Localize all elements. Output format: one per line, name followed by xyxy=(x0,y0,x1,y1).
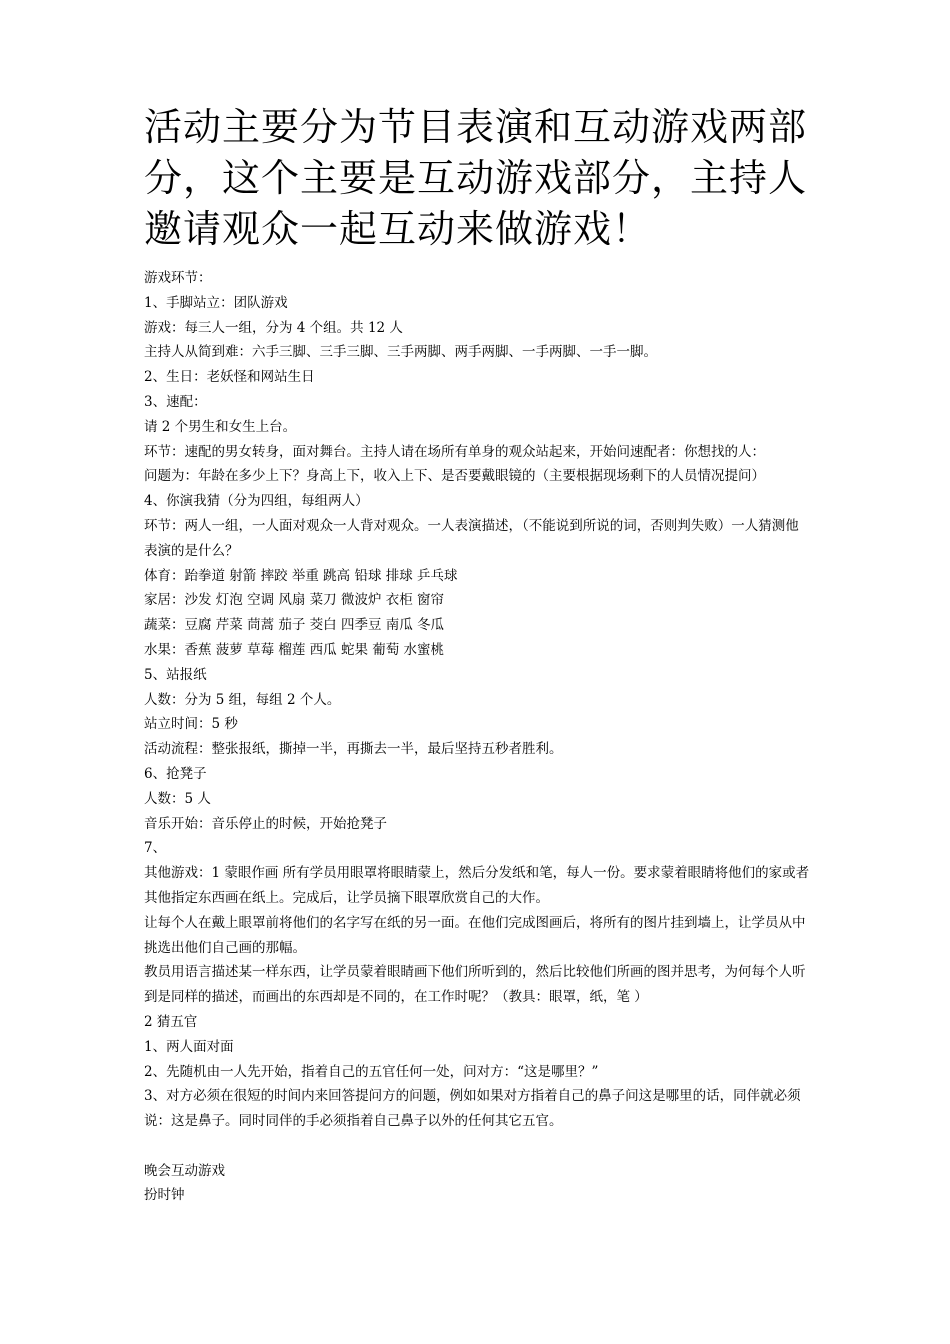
text-line: 游戏：每三人一组，分为 4 个组。共 12 人 xyxy=(144,319,403,336)
text-line: 体育：跆拳道 射箭 摔跤 举重 跳高 铅球 排球 乒乓球 xyxy=(144,567,458,584)
text-line: 3、速配： xyxy=(144,393,207,410)
text-line: 活动流程：整张报纸，撕掉一半，再撕去一半，最后坚持五秒者胜利。 xyxy=(144,741,563,758)
text-line: 5、站报纸 xyxy=(144,666,207,683)
text-line: 1、两人面对面 xyxy=(144,1038,234,1055)
text-line: 人数：5 人 xyxy=(144,790,211,807)
text-line: 问题为：年龄在多少上下？身高上下，收入上下、是否要戴眼镜的（主要根据现场剩下的人员情况提问） xyxy=(144,468,765,485)
text-line: 站立时间：5 秒 xyxy=(144,716,238,733)
text-line: 请 2 个男生和女生上台。 xyxy=(144,418,297,435)
text-line: 游戏环节： xyxy=(144,270,212,286)
blank-line xyxy=(144,1134,810,1159)
text-line: 7、 xyxy=(144,840,167,857)
text-line: 蔬菜：豆腐 芹菜 茼蒿 茄子 茭白 四季豆 南瓜 冬瓜 xyxy=(144,617,445,634)
text-line: 其他游戏：1 蒙眼作画 所有学员用眼罩将眼睛蒙上，然后分发纸和笔，每人一份。要求蒙着眼睛将他们的家或者其他指定东西画在纸上。完成后，让学员摘下眼罩欣赏自己的大作。 xyxy=(144,865,810,906)
text-line: 让每个人在戴上眼罩前将他们的名字写在纸的另一面。在他们完成图画后，将所有的图片挂到墙上，让学员从中挑选出他们自己画的那幅。 xyxy=(144,914,806,956)
text-line: 音乐开始：音乐停止的时候，开始抢凳子 xyxy=(144,815,387,832)
text-line: 3、对方必须在很短的时间内来回答提问方的问题，例如如果对方指着自己的鼻子问这是哪里的话，同伴就必须说：这是鼻子。同时同伴的手必须指着自己鼻子以外的任何其它五官。 xyxy=(144,1088,801,1130)
text-line: 水果：香蕉 菠萝 草莓 榴莲 西瓜 蛇果 葡萄 水蜜桃 xyxy=(144,641,445,658)
text-line: 6、抢凳子 xyxy=(144,765,207,782)
text-line: 环节：两人一组，一人面对观众一人背对观众。一人表演描述，（不能说到所说的词，否则判失败）一人猜测他表演的是什么？ xyxy=(144,517,799,559)
text-line: 2、生日：老妖怪和网站生日 xyxy=(144,369,315,386)
document-body xyxy=(144,266,810,1208)
text-line: 家居：沙发 灯泡 空调 风扇 菜刀 微波炉 衣柜 窗帘 xyxy=(144,592,445,609)
text-line: 人数：分为 5 组，每组 2 个人。 xyxy=(144,691,341,708)
text-line: 扮时钟 xyxy=(144,1187,185,1204)
text-line: 4、你演我猜（分为四组，每组两人） xyxy=(144,493,369,510)
text-line: 2 猜五官 xyxy=(144,1013,198,1030)
text-line: 主持人从简到难：六手三脚、三手三脚、三手两脚、两手两脚、一手两脚、一手一脚。 xyxy=(144,344,657,361)
text-line: 1、手脚站立：团队游戏 xyxy=(144,294,288,311)
text-line: 晚会互动游戏 xyxy=(144,1162,225,1179)
text-line: 环节：速配的男女转身，面对舞台。主持人请在场所有单身的观众站起来，开始问速配者：你想找的人： xyxy=(144,443,765,460)
document-title: 活动主要分为节目表演和互动游戏两部分，这个主要是互动游戏部分，主持人邀请观众一起互动来做游戏！ xyxy=(144,105,808,251)
text-line: 2、先随机由一人先开始，指着自己的五官任何一处，问对方：“这是哪里？” xyxy=(144,1063,599,1080)
text-line: 教员用语言描述某一样东西，让学员蒙着眼睛画下他们所听到的，然后比较他们所画的图并思考，为何每个人听到是同样的描述，而画出的东西却是不同的，在工作时呢？（教具：眼罩，纸，笔 ） xyxy=(144,964,806,1006)
